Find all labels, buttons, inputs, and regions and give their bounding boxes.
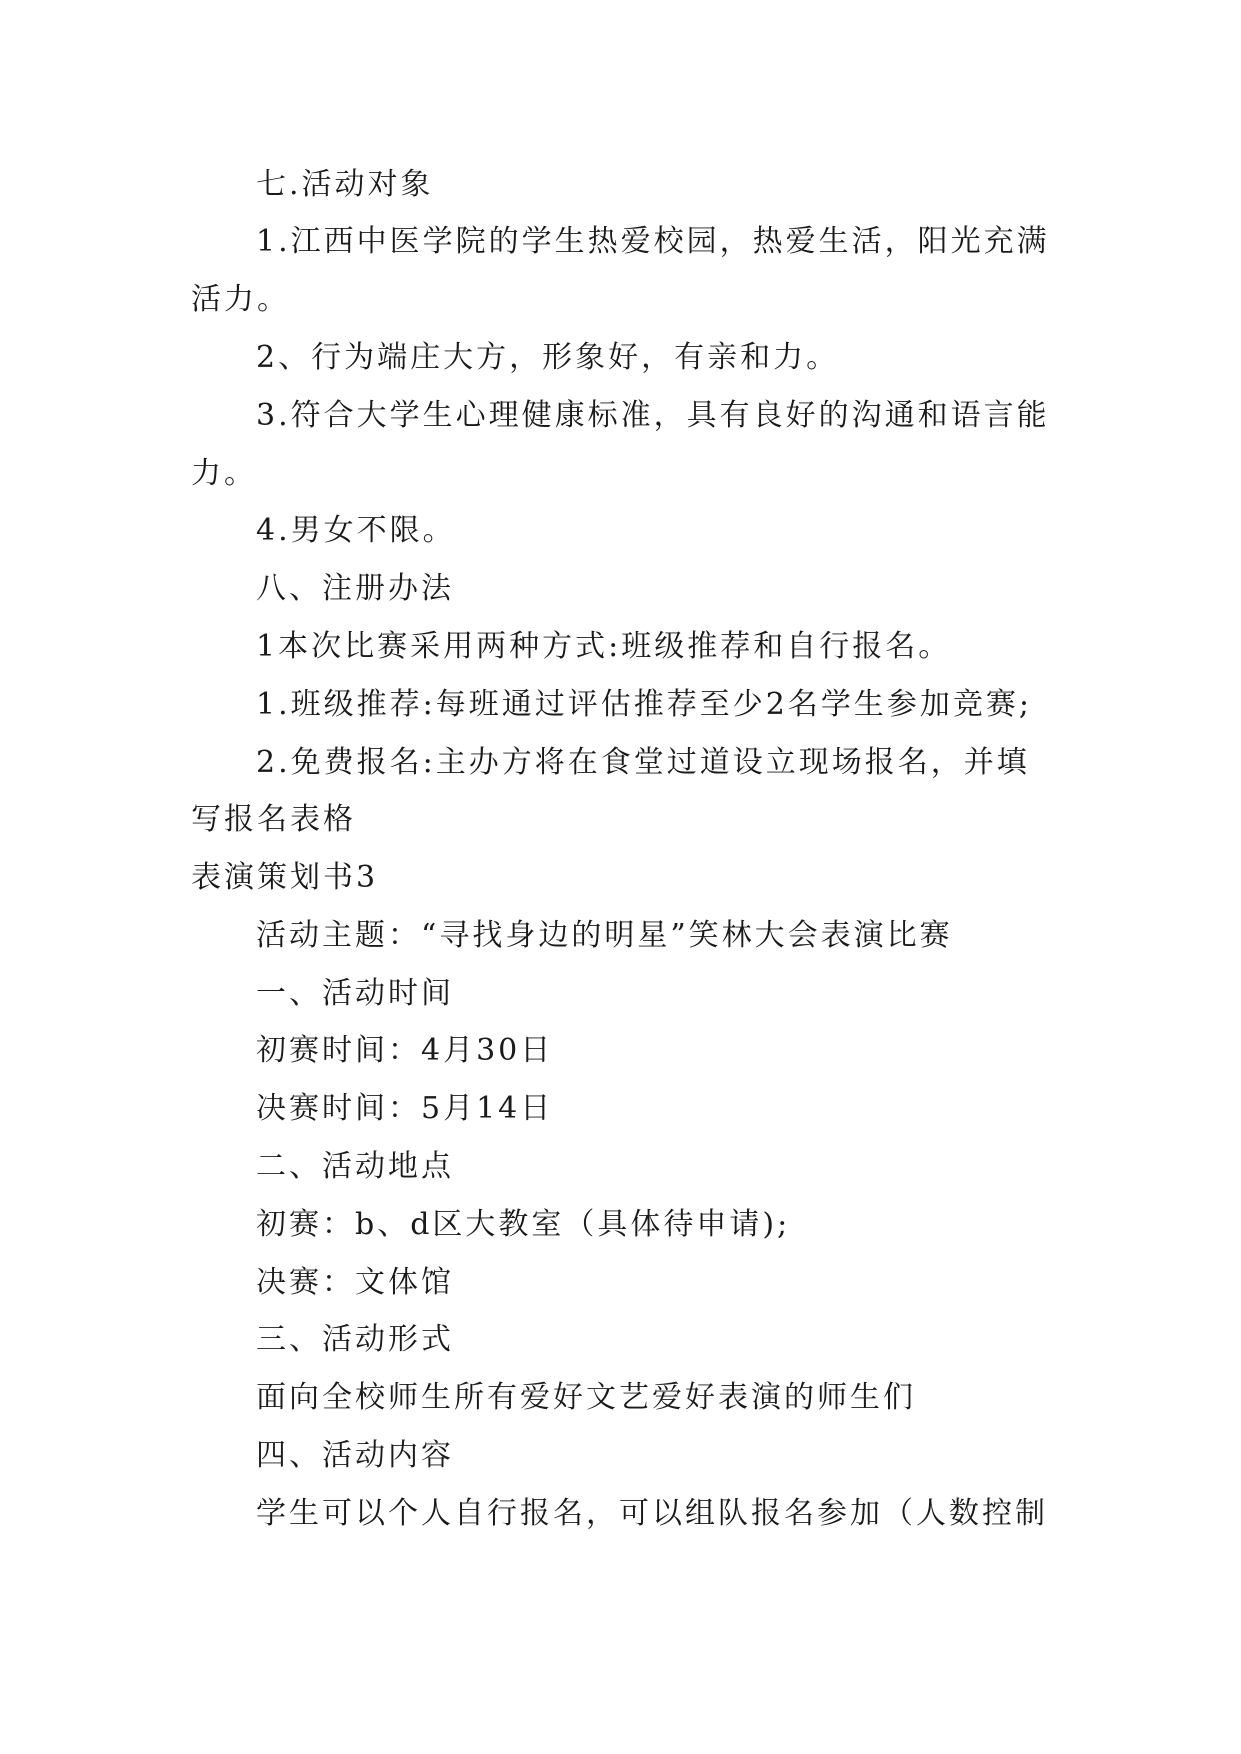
section-heading-location: 二、活动地点	[256, 1149, 454, 1184]
paragraph-line: 2.免费报名:主办方将在食堂过道设立现场报名，并填	[256, 745, 1030, 780]
document-title: 表演策划书3	[191, 860, 379, 895]
section-heading-registration: 八、注册办法	[256, 571, 454, 606]
paragraph-line: 面向全校师生所有爱好文艺爱好表演的师生们	[256, 1380, 916, 1415]
paragraph-line: 力。	[191, 456, 257, 491]
paragraph-line: 活力。	[191, 282, 290, 317]
paragraph-line: 3.符合大学生心理健康标准，具有良好的沟通和语言能	[256, 398, 1050, 433]
paragraph-line: 1本次比赛采用两种方式:班级推荐和自行报名。	[256, 629, 952, 664]
section-heading-target-audience: 七.活动对象	[256, 167, 434, 202]
paragraph-line: 写报名表格	[191, 802, 356, 837]
paragraph-line: 决赛：文体馆	[256, 1265, 454, 1300]
section-heading-time: 一、活动时间	[256, 976, 454, 1011]
paragraph-line: 1.江西中医学院的学生热爱校园，热爱生活，阳光充满	[256, 224, 1050, 259]
section-heading-content: 四、活动内容	[256, 1438, 454, 1473]
paragraph-line: 2、行为端庄大方，形象好，有亲和力。	[256, 340, 840, 375]
paragraph-line: 1.班级推荐:每班通过评估推荐至少2名学生参加竞赛;	[256, 687, 1032, 722]
paragraph-line: 决赛时间：5月14日	[256, 1091, 554, 1126]
paragraph-line: 学生可以个人自行报名，可以组队报名参加（人数控制	[256, 1496, 1048, 1531]
paragraph-line: 4.男女不限。	[256, 513, 456, 548]
paragraph-line: 初赛时间：4月30日	[256, 1033, 554, 1068]
paragraph-line: 活动主题：“寻找身边的明星”笑林大会表演比赛	[256, 918, 953, 953]
section-heading-format: 三、活动形式	[256, 1322, 454, 1357]
paragraph-line: 初赛：b、d区大教室（具体待申请);	[256, 1207, 791, 1242]
